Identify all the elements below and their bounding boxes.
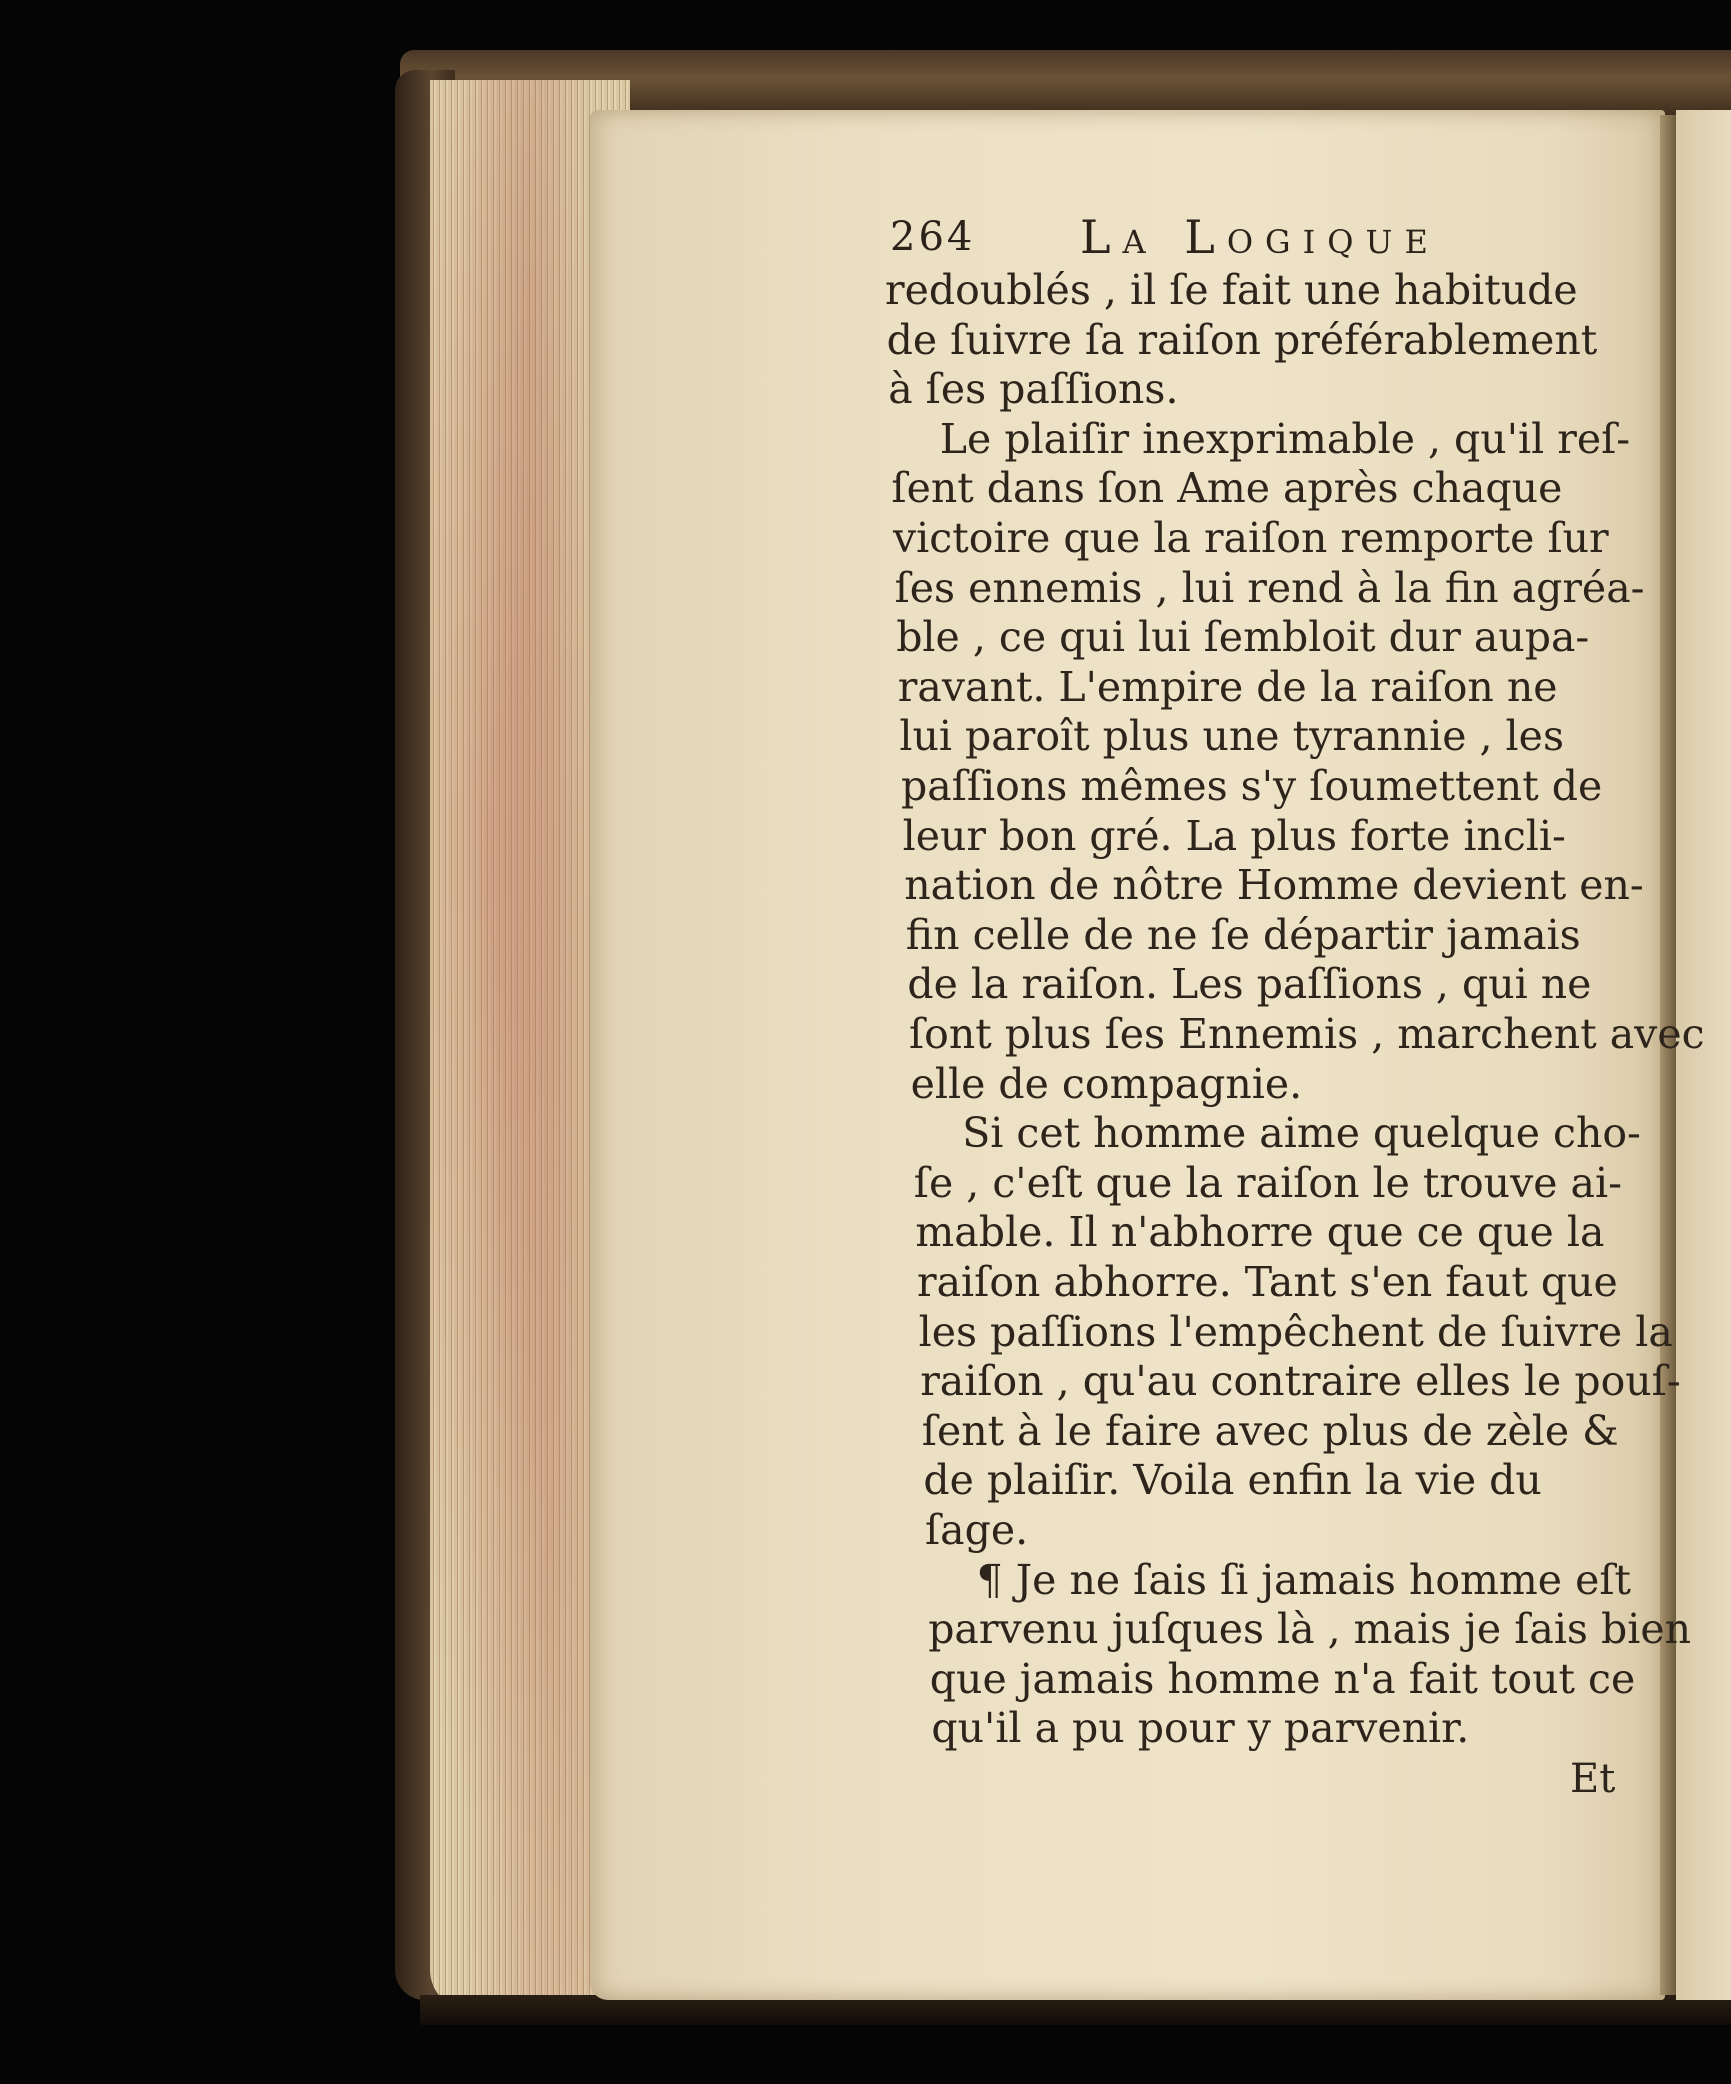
text-line: ¶ Je ne ſais ſi jamais homme eſt [976, 1555, 1631, 1604]
text-line: de la raiſon. Les paſſions , qui ne [907, 960, 1592, 1009]
catchword: Et [1570, 1756, 1616, 1802]
text-line: paſſions mêmes s'y ſoumettent de [901, 762, 1603, 810]
text-line: victoire que la raiſon remporte ſur [893, 514, 1609, 562]
text-line: les paſſions l'empêchent de ſuivre la [918, 1307, 1673, 1356]
text-line: qu'il a pu pour y parvenir. [931, 1704, 1470, 1753]
text-line: ſent dans ſon Ame après chaque [891, 464, 1563, 513]
text-line: fin celle de ne ſe départir jamais [905, 910, 1581, 959]
text-line: ſage. [925, 1506, 1029, 1554]
text-line: parvenu juſques là , mais je ſais bien [928, 1605, 1692, 1654]
text-line: leur bon gré. La plus forte incli- [902, 811, 1566, 860]
text-line: ble , ce qui lui ſembloit dur aupa- [896, 613, 1590, 662]
text-line: ſe , c'eſt que la raiſon le trouve ai- [913, 1158, 1622, 1207]
text-line: Si cet homme aime quelque cho- [962, 1109, 1641, 1158]
text-line: de plaiſir. Voila enfin la vie du [923, 1456, 1542, 1505]
text-line: à ſes paſſions. [888, 365, 1179, 414]
text-line: ſent à le faire avec plus de zèle & [921, 1406, 1619, 1455]
text-line: raiſon abhorre. Tant s'en faut que [917, 1258, 1618, 1306]
text-line: elle de compagnie. [910, 1059, 1303, 1108]
text-line: lui paroît plus une tyrannie , les [899, 712, 1564, 761]
text-line: raiſon , qu'au contraire elles le pouſ- [920, 1357, 1681, 1406]
text-line: Le plaiſir inexprimable , qu'il reſ- [939, 414, 1631, 463]
page-header [890, 210, 1490, 274]
text-line: ravant. L'empire de la raiſon ne [897, 662, 1558, 711]
text-line: que jamais homme n'a fait tout ce [929, 1654, 1636, 1703]
page-number: 264 [890, 214, 976, 260]
text-line: mable. Il n'abhorre que ce que la [915, 1208, 1605, 1257]
text-line: nation de nôtre Homme devient en- [904, 861, 1644, 910]
text-line: ſes ennemis , lui rend à la fin agréa- [894, 563, 1645, 612]
text-line: de ſuivre ſa raiſon préférablement [886, 315, 1598, 364]
text-line: ſont plus ſes Ennemis , marchent avec [909, 1010, 1705, 1058]
text-line: redoublés , il ſe fait une habitude [885, 266, 1578, 314]
running-title: La Logique [1080, 210, 1440, 264]
